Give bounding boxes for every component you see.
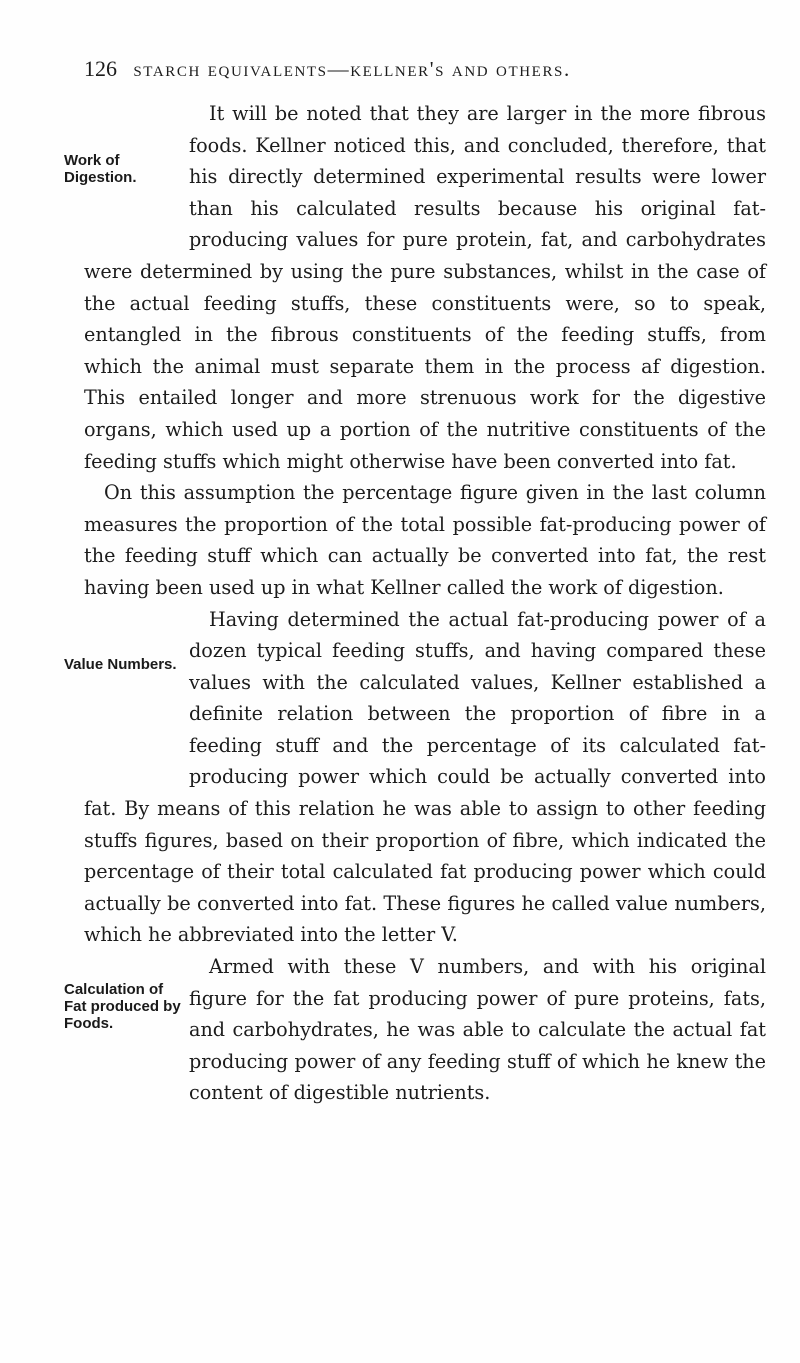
running-header: [84, 56, 766, 82]
paragraph-3: [64, 604, 766, 952]
paragraph-1-text: It will be noted that they are larger in the more fibrous foods. Kellner noticed this, and concluded, therefore, that his directly determined experimental results were lower than his calculated results because his original fat-producing values for pure protein, fat, and carbohydrates were determined by using the pure substances, whilst in the case of the actual feeding stuffs, these constituents were, so to speak, entangled in the fibrous constituents of the feeding stuffs, from which the animal must separate them in the process af digestion. This entailed longer and more strenuous work for the digestive organs, which used up a portion of the nutritive constituents of the feeding stuffs which might otherwise have been converted into fat.: [84, 102, 766, 473]
page: [64, 56, 766, 1109]
paragraph-4: [64, 951, 766, 1109]
page-number: 126: [84, 56, 117, 81]
paragraph-1: [64, 98, 766, 477]
paragraph-4-text: Armed with these V numbers, and with his original figure for the fat producing power of pure proteins, fats, and carbohydrates, he was able to calculate the actual fat producing power of any feeding stuff of which he knew the content of digestible nutrients.: [189, 955, 766, 1105]
paragraph-2: [84, 477, 766, 603]
margin-note-work-of-digestion: Work of Digestion.: [64, 152, 137, 186]
margin-note-calculation: Calculation of Fat produced by Foods.: [64, 981, 181, 1033]
running-title: starch equivalents—kellner's and others.: [133, 57, 571, 81]
margin-note-value-numbers: Value Numbers.: [64, 655, 177, 673]
paragraph-3-text: Having determined the actual fat-producing power of a dozen typical feeding stuffs, and having compared these values with the calculated values, Kellner established a definite relation between the proportion of fibre in a feeding stuff and the percentage of its calculated fat-producing power which could be actually converted into fat. By means of this relation he was able to assign to other feeding stuffs figures, based on their proportion of fibre, which indicated the percentage of their total calculated fat producing power which could actually be converted into fat. These figures he called value numbers, which he abbreviated into the letter V.: [84, 607, 766, 947]
paragraph-2-text: On this assumption the percentage figure given in the last column measures the proportion of the total possible fat-producing power of the feeding stuff which can actually be converted into fat, the rest having been used up in what Kellner called the work of digestion.: [84, 481, 766, 599]
